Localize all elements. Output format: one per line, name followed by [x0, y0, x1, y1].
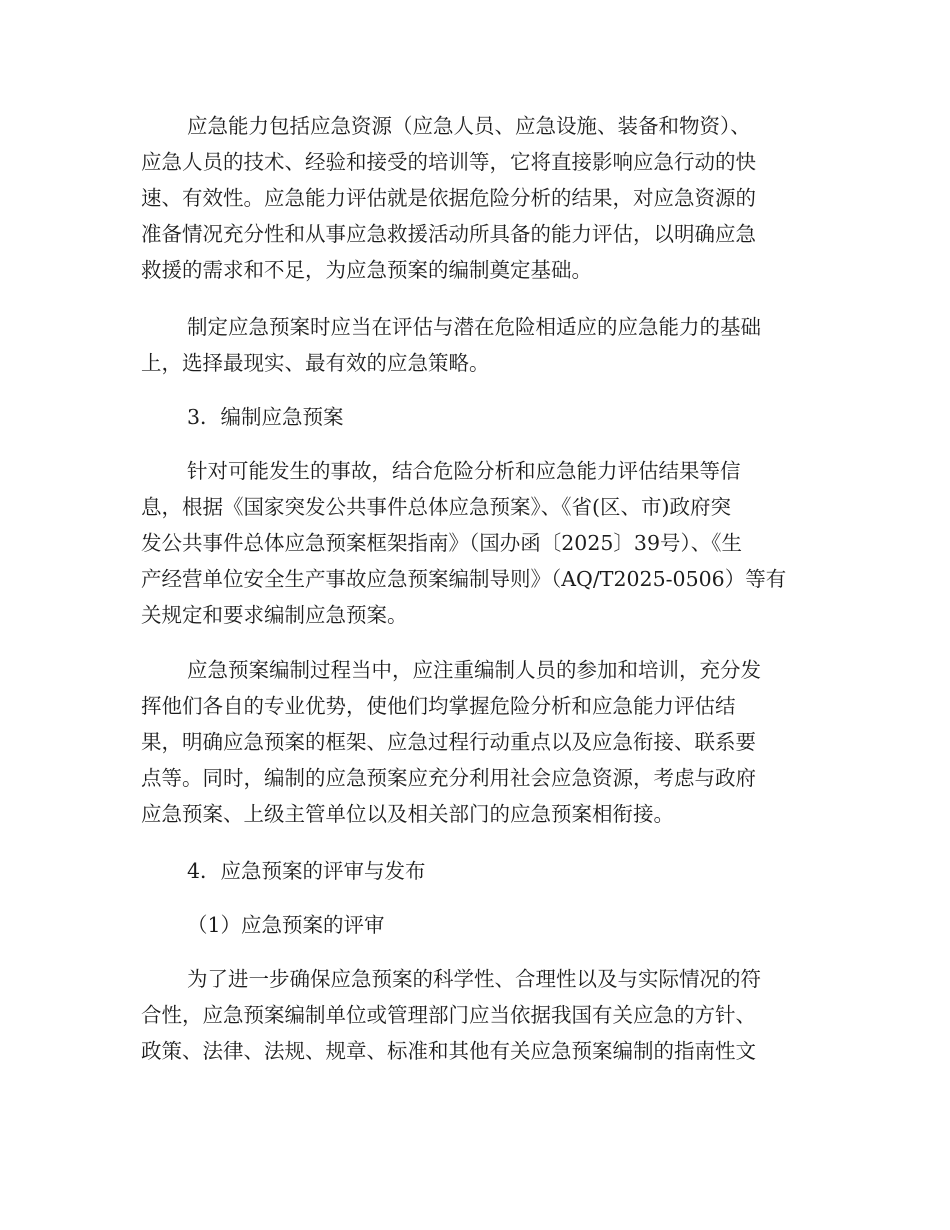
paragraph-2-line-1: 制定应急预案时应当在评估与潜在危险相适应的应急能力的基础 [187, 315, 761, 339]
paragraph-4-line-5: 关规定和要求编制应急预案。 [141, 603, 408, 627]
section-heading-3: 3．编制应急预案 [187, 405, 344, 429]
paragraph-5-line-4: 点等。同时，编制的应急预案应充分利用社会应急资源，考虑与政府 [141, 766, 756, 790]
paragraph-2-line-2: 上，选择最现实、最有效的应急策略。 [141, 351, 490, 375]
paragraph-4-line-1: 针对可能发生的事故，结合危险分析和应急能力评估结果等信 [187, 459, 741, 483]
paragraph-4-line-3: 发公共事件总体应急预案框架指南》（国办函〔2025〕39号）、《生 [141, 531, 743, 555]
paragraph-1-line-2: 应急人员的技术、经验和接受的培训等，它将直接影响应急行动的快 [141, 150, 756, 174]
paragraph-5-line-5: 应急预案、上级主管单位以及相关部门的应急预案相衔接。 [141, 802, 674, 826]
paragraph-1-line-4: 准备情况充分性和从事应急救援活动所具备的能力评估，以明确应急 [141, 222, 756, 246]
paragraph-1-line-5: 救援的需求和不足，为应急预案的编制奠定基础。 [141, 258, 592, 282]
paragraph-8-line-3: 政策、法律、法规、规章、标准和其他有关应急预案编制的指南性文 [141, 1039, 756, 1063]
paragraph-1-line-3: 速、有效性。应急能力评估就是依据危险分析的结果，对应急资源的 [141, 186, 756, 210]
paragraph-4-line-2: 息，根据《国家突发公共事件总体应急预案》、《省(区、市)政府突 [141, 495, 731, 519]
paragraph-5-line-2: 挥他们各自的专业优势，使他们均掌握危险分析和应急能力评估结 [141, 694, 736, 718]
subsection-heading-1: （1）应急预案的评审 [187, 913, 385, 937]
paragraph-8-line-1: 为了进一步确保应急预案的科学性、合理性以及与实际情况的符 [187, 967, 761, 991]
paragraph-5-line-1: 应急预案编制过程当中，应注重编制人员的参加和培训，充分发 [187, 658, 761, 682]
paragraph-5-line-3: 果，明确应急预案的框架、应急过程行动重点以及应急衔接、联系要 [141, 730, 756, 754]
paragraph-4-line-4: 产经营单位安全生产事故应急预案编制导则》（AQ/T2025-0506）等有 [141, 567, 787, 591]
section-heading-4: 4．应急预案的评审与发布 [187, 859, 426, 883]
paragraph-8-line-2: 合性，应急预案编制单位或管理部门应当依据我国有关应急的方针、 [141, 1003, 756, 1027]
paragraph-1-line-1: 应急能力包括应急资源（应急人员、应急设施、装备和物资）、 [187, 114, 751, 138]
